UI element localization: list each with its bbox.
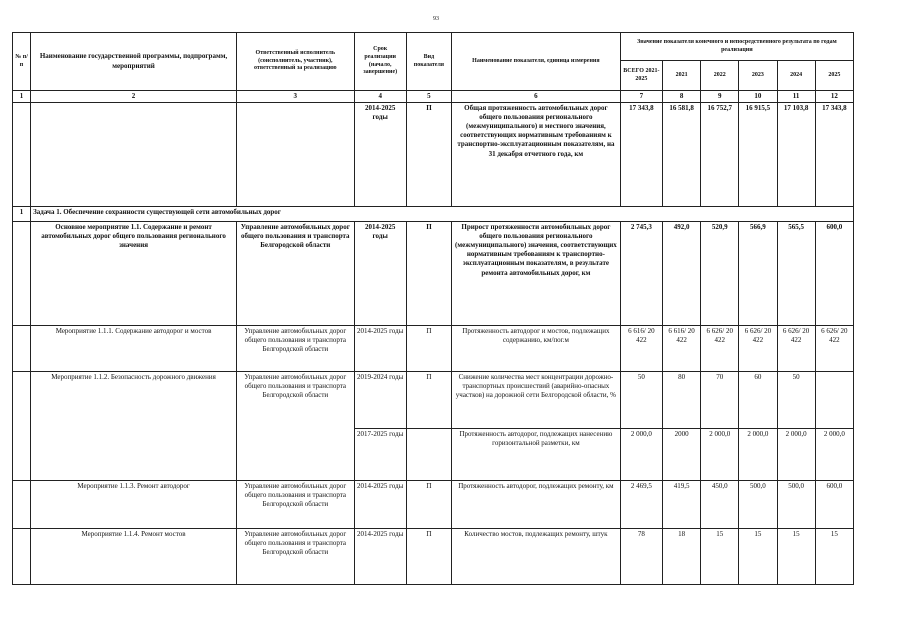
event-name: Мероприятие 1.1.4. Ремонт мостов [31, 529, 237, 585]
value-cell: 2 000,0 [620, 429, 662, 481]
value-cell [815, 372, 853, 429]
table-row [13, 103, 854, 207]
value-cell: 2000 [662, 429, 700, 481]
table-row [13, 326, 854, 372]
table-row [13, 529, 854, 585]
header-year: 2024 [777, 61, 815, 91]
type-cell: П [406, 326, 451, 372]
column-index: 7 [620, 91, 662, 103]
header-indicator: Наименование показателя, единица измерения [452, 33, 621, 91]
type-cell: П [406, 529, 451, 585]
term-cell: 2014-2025 годы [354, 529, 406, 585]
value-cell: 15 [739, 529, 777, 585]
value-cell: 492,0 [662, 222, 700, 326]
value-cell: 2 469,5 [620, 481, 662, 529]
event-name: Мероприятие 1.1.3. Ремонт автодорог [31, 481, 237, 529]
value-cell: 6 626/ 20 422 [739, 326, 777, 372]
term-cell: 2014-2025 годы [354, 103, 406, 207]
task-row [13, 207, 854, 222]
table-row [13, 481, 854, 529]
value-cell: 6 626/ 20 422 [815, 326, 853, 372]
task-number: 1 [13, 207, 31, 222]
table-row [13, 372, 854, 429]
header-year: 2025 [815, 61, 853, 91]
type-cell: П [406, 222, 451, 326]
indicator-cell: Протяженность автодорог и мостов, подлежащих содержанию, км/пог.м [452, 326, 621, 372]
indicator-cell: Общая протяженность автомобильных дорог общего пользования регионального (межмуниципального) и местного значения, соответствующих нормативным требованиям к транспортно-эксплуатационным показателям, на 31 декабря отчетного года, км [452, 103, 621, 207]
column-index: 8 [662, 91, 700, 103]
column-index: 1 [13, 91, 31, 103]
column-index-row [13, 91, 854, 103]
value-cell: 6 626/ 20 422 [777, 326, 815, 372]
responsible-cell: Управление автомобильных дорог общего пользования и транспорта Белгородской области [237, 222, 355, 326]
header-responsible: Ответственный исполнитель (соисполнитель, участник), ответственный за реализацию [237, 33, 355, 91]
type-cell: П [406, 481, 451, 529]
responsible-cell: Управление автомобильных дорог общего пользования и транспорта Белгородской области [237, 372, 355, 481]
type-cell: П [406, 372, 451, 429]
term-cell: 2014-2025 годы [354, 326, 406, 372]
value-cell: 80 [662, 372, 700, 429]
value-cell: 17 103,8 [777, 103, 815, 207]
value-cell: 50 [620, 372, 662, 429]
term-cell: 2017-2025 годы [354, 429, 406, 481]
value-cell: 60 [739, 372, 777, 429]
value-cell: 17 343,8 [815, 103, 853, 207]
page-number: 93 [433, 16, 439, 22]
value-cell: 2 000,0 [777, 429, 815, 481]
responsible-cell: Управление автомобильных дорог общего пользования и транспорта Белгородской области [237, 326, 355, 372]
value-cell: 600,0 [815, 481, 853, 529]
column-index: 2 [31, 91, 237, 103]
indicator-cell: Протяженность автодорог, подлежащих ремонту, км [452, 481, 621, 529]
event-name: Мероприятие 1.1.2. Безопасность дорожного движения [31, 372, 237, 481]
value-cell: 2 745,3 [620, 222, 662, 326]
indicator-cell: Снижение количества мест концентрации дорожно-транспортных происшествий (аварийно-опасных участков) на дорожной сети Белгородской области, % [452, 372, 621, 429]
value-cell: 2 000,0 [815, 429, 853, 481]
value-cell: 2 000,0 [739, 429, 777, 481]
value-cell: 15 [777, 529, 815, 585]
column-index: 3 [237, 91, 355, 103]
type-cell [406, 429, 451, 481]
header-year: 2021 [662, 61, 700, 91]
column-index: 10 [739, 91, 777, 103]
value-cell: 6 616/ 20 422 [620, 326, 662, 372]
value-cell: 16 581,8 [662, 103, 700, 207]
column-index: 6 [452, 91, 621, 103]
header-values-group: Значение показателя конечного и непосредственного результата по годам реализации [620, 33, 853, 61]
value-cell: 18 [662, 529, 700, 585]
value-cell: 6 626/ 20 422 [701, 326, 739, 372]
value-cell: 78 [620, 529, 662, 585]
header-year: 2023 [739, 61, 777, 91]
value-cell: 450,0 [701, 481, 739, 529]
header-term: Срок реализации (начало, завершение) [354, 33, 406, 91]
column-index: 9 [701, 91, 739, 103]
value-cell: 50 [777, 372, 815, 429]
value-cell: 70 [701, 372, 739, 429]
column-index: 12 [815, 91, 853, 103]
value-cell: 16 915,5 [739, 103, 777, 207]
value-cell: 16 752,7 [701, 103, 739, 207]
value-cell: 2 000,0 [701, 429, 739, 481]
event-name: Мероприятие 1.1.1. Содержание автодорог и мостов [31, 326, 237, 372]
value-cell: 520,9 [701, 222, 739, 326]
value-cell: 500,0 [777, 481, 815, 529]
indicator-cell: Количество мостов, подлежащих ремонту, штук [452, 529, 621, 585]
column-index: 11 [777, 91, 815, 103]
value-cell: 6 616/ 20 422 [662, 326, 700, 372]
program-table [12, 32, 854, 585]
header-name: Наименование государственной программы, подпрограмм, мероприятий [31, 33, 237, 91]
value-cell: 419,5 [662, 481, 700, 529]
value-cell: 600,0 [815, 222, 853, 326]
header-num: № п/п [13, 33, 31, 91]
event-name: Основное мероприятие 1.1. Содержание и ремонт автомобильных дорог общего пользования регионального значения [31, 222, 237, 326]
value-cell: 15 [701, 529, 739, 585]
responsible-cell: Управление автомобильных дорог общего пользования и транспорта Белгородской области [237, 481, 355, 529]
indicator-cell: Прирост протяженности автомобильных дорог общего пользования регионального (межмуниципального) значения, соответствующих нормативным требованиям к транспортно-эксплуатационным показателям, в результате ремонта автомобильных дорог, км [452, 222, 621, 326]
task-title: Задача 1. Обеспечение сохранности существующей сети автомобильных дорог [31, 207, 854, 222]
value-cell: 566,9 [739, 222, 777, 326]
type-cell: П [406, 103, 451, 207]
value-cell: 500,0 [739, 481, 777, 529]
header-year: 2022 [701, 61, 739, 91]
header-total: ВСЕГО 2021-2025 [620, 61, 662, 91]
table-row [13, 222, 854, 326]
value-cell: 17 343,8 [620, 103, 662, 207]
responsible-cell: Управление автомобильных дорог общего пользования и транспорта Белгородской области [237, 529, 355, 585]
column-index: 5 [406, 91, 451, 103]
indicator-cell: Протяженность автодорог, подлежащих нанесению горизонтальной разметки, км [452, 429, 621, 481]
term-cell: 2014-2025 годы [354, 222, 406, 326]
term-cell: 2014-2025 годы [354, 481, 406, 529]
value-cell: 15 [815, 529, 853, 585]
term-cell: 2019-2024 годы [354, 372, 406, 429]
header-type: Вид показателя [406, 33, 451, 91]
value-cell: 565,5 [777, 222, 815, 326]
column-index: 4 [354, 91, 406, 103]
